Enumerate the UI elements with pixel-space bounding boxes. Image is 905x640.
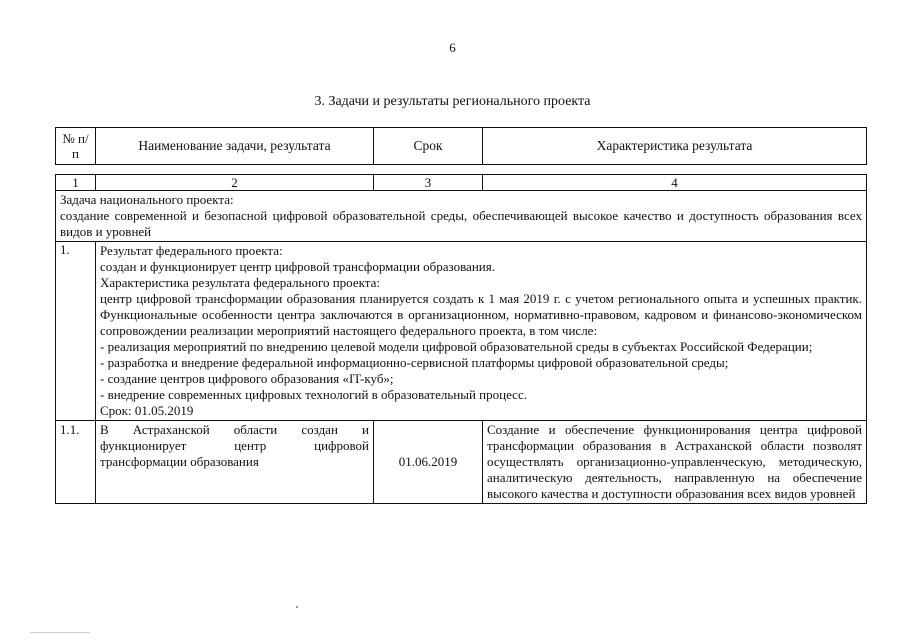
- column-index-3: 3: [374, 175, 483, 191]
- header-characteristic: Характеристика результата: [483, 128, 867, 165]
- column-index-2: 2: [96, 175, 374, 191]
- result-1-item: - создание центров цифрового образования «IT-куб»;: [100, 371, 394, 386]
- result-1-label: Результат федерального проекта:: [100, 243, 283, 258]
- task-cell: [56, 191, 867, 242]
- scan-speck: [296, 606, 298, 608]
- result-1-item: - разработка и внедрение федеральной информационно-сервисной платформы цифровой образовательной среды;: [100, 355, 729, 370]
- result-1-title: создан и функционирует центр цифровой трансформации образования.: [100, 259, 495, 274]
- task-label: Задача национального проекта:: [60, 192, 234, 207]
- result-1-1-term: 01.06.2019: [374, 421, 483, 504]
- scan-speck: [30, 632, 90, 633]
- result-row-1-1: [56, 421, 867, 504]
- column-index-row: [56, 175, 867, 191]
- result-1-paragraph: центр цифровой трансформации образования планируется создать к 1 мая 2019 г. с учетом регионального опыта и успешных практик. Функциональные особенности центра заключаются в организационном, нормативно-правовом, кадровом и финансово-экономическом сопровождении реализации мероприятий настоящего федерального проекта, в том числе:: [100, 291, 862, 338]
- result-1-num: 1.: [56, 242, 96, 421]
- result-1-deadline: Срок: 01.05.2019: [100, 403, 194, 418]
- result-row-1: [56, 242, 867, 421]
- header-name: Наименование задачи, результата: [96, 128, 374, 165]
- column-index-1: 1: [56, 175, 96, 191]
- column-index-4: 4: [483, 175, 867, 191]
- header-num: [56, 128, 96, 165]
- result-1-1-name: В Астраханской области создан и функционирует центр цифровой трансформации образования: [96, 421, 374, 504]
- result-1-item: - внедрение современных цифровых технологий в образовательный процесс.: [100, 387, 527, 402]
- result-1-content: [96, 242, 867, 421]
- task-row: [56, 191, 867, 242]
- header-table: [55, 127, 867, 165]
- result-1-item: - реализация мероприятий по внедрению целевой модели цифровой образовательной среды в субъектах Российской Федерации;: [100, 339, 813, 354]
- header-row: [56, 128, 867, 165]
- result-1-1-num: 1.1.: [56, 421, 96, 504]
- results-table: [55, 174, 867, 504]
- section-title: 3. Задачи и результаты регионального проекта: [314, 94, 591, 109]
- header-term: Срок: [374, 128, 483, 165]
- page-number: 6: [449, 40, 456, 55]
- task-text: создание современной и безопасной цифровой образовательной среды, обеспечивающей высокое качество и доступность образования всех видов и уровней: [60, 208, 862, 239]
- header-num-label: № п/п: [62, 131, 89, 161]
- result-1-1-characteristic: Создание и обеспечение функционирования центра цифровой трансформации образования в Астраханской области позволят осуществлять организационно-управленческую, методическую, аналитическую деятельность, направленную на обеспечение высокого качества и доступности образования всех видов уровней: [483, 421, 867, 504]
- result-1-characteristic-label: Характеристика результата федерального проекта:: [100, 275, 380, 290]
